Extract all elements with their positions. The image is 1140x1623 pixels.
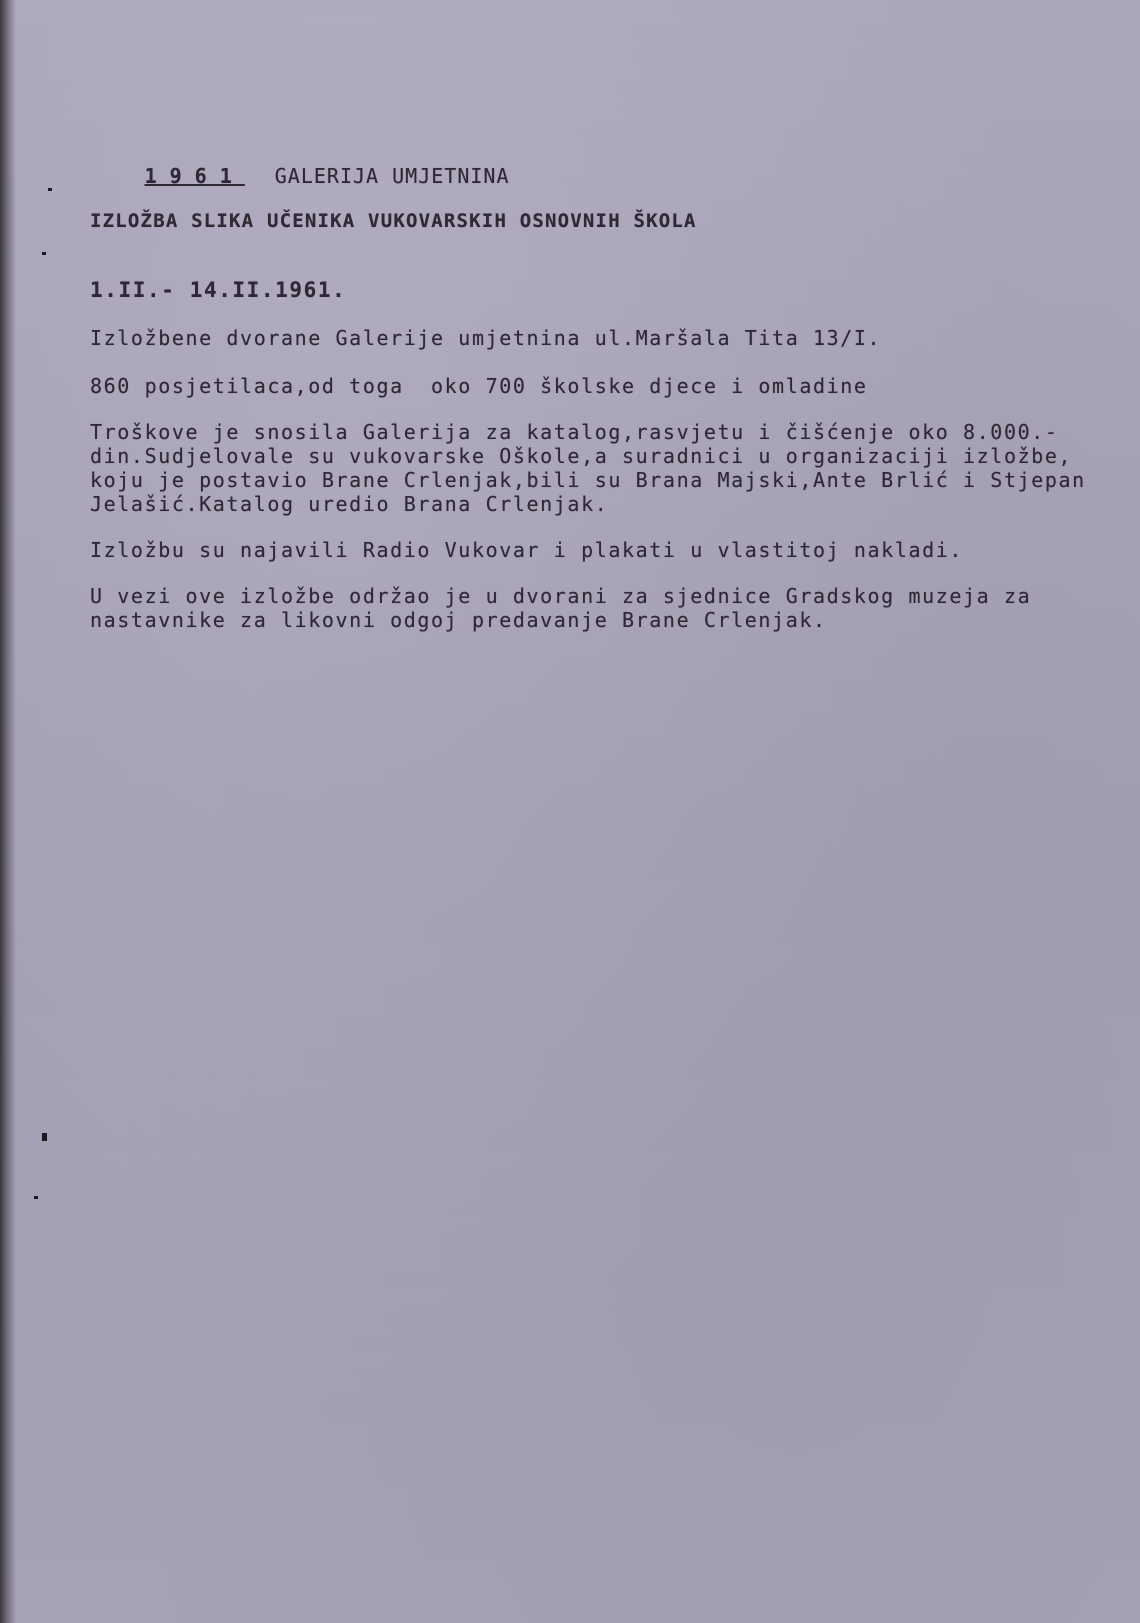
costs-line-1: Troškove je snosila Galerija za katalog,rasvjetu i čišćenje oko 8.000.-: [90, 420, 1059, 444]
lecture-line-2: nastavnike za likovni odgoj predavanje Brane Crlenjak.: [90, 608, 827, 632]
page-left-edge: [0, 0, 16, 1623]
exhibition-venue: Izložbene dvorane Galerije umjetnina ul.Maršala Tita 13/I.: [90, 326, 882, 350]
costs-line-2: din.Sudjelovale su vukovarske Oškole,a suradnici u organizaciji izložbe,: [90, 444, 1073, 468]
punch-mark: [42, 1133, 47, 1141]
lecture-line-1: U vezi ove izložbe održao je u dvorani za sjednice Gradskog muzeja za: [90, 584, 1032, 608]
punch-mark: [48, 188, 52, 191]
punch-mark: [42, 252, 46, 255]
punch-mark: [34, 1196, 38, 1199]
visitor-count: 860 posjetilaca,od toga oko 700 školske djece i omladine: [90, 374, 868, 398]
announcement: Izložbu su najavili Radio Vukovar i plakati u vlastitoj nakladi.: [90, 538, 964, 562]
costs-line-3: koju je postavio Brane Crlenjak,bili su Brana Majski,Ante Brlić i Stjepan: [90, 468, 1086, 492]
heading-institution: GALERIJA UMJETNINA: [274, 164, 510, 188]
exhibition-dates: 1.II.- 14.II.1961.: [90, 278, 347, 302]
costs-line-4: Jelašić.Katalog uredio Brana Crlenjak.: [90, 492, 609, 516]
exhibition-title: IZLOŽBA SLIKA UČENIKA VUKOVARSKIH OSNOVNIH ŠKOLA: [90, 210, 697, 232]
heading-year: 1961: [144, 164, 245, 188]
heading-line: [90, 140, 510, 212]
